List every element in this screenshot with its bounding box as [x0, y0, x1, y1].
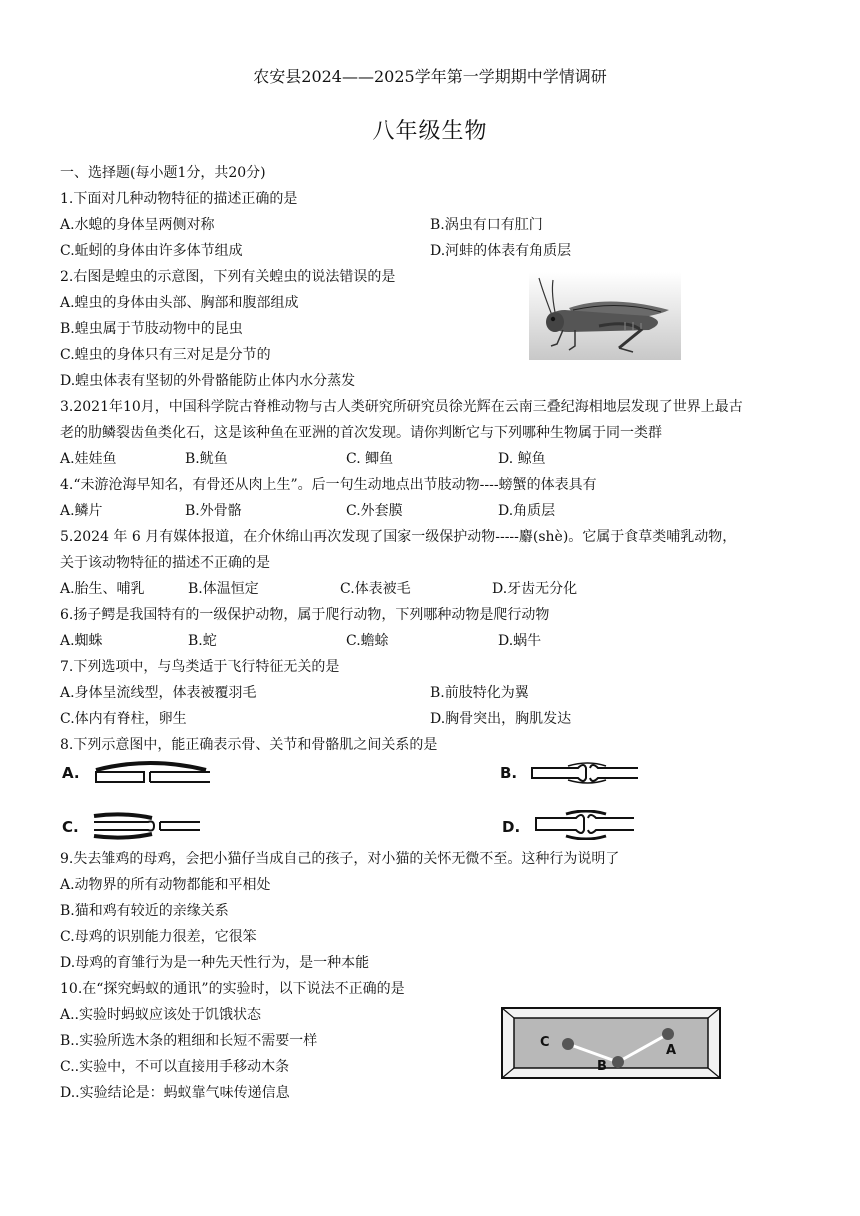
q1-option-b: B.涡虫有口有肛门 [430, 217, 543, 233]
q4-option-a: A.鳞片 [60, 503, 103, 519]
ant-experiment-box [500, 1006, 722, 1080]
ant-box-label-b: B [597, 1059, 607, 1074]
exam-title: 农安县2024——2025学年第一学期期中学情调研 [253, 67, 607, 86]
subject-title: 八年级生物 [372, 119, 488, 144]
q3-option-b: B.鱿鱼 [185, 451, 228, 467]
q8-option-c-label: C. [62, 818, 79, 836]
q2-option-a: A.蝗虫的身体由头部、胸部和腹部组成 [60, 295, 299, 311]
q8-figure-d [532, 810, 638, 840]
grasshopper-icon [529, 272, 681, 360]
q1-option-a: A.水螅的身体呈两侧对称 [60, 217, 215, 233]
q10-option-d: D..实验结论是：蚂蚁靠气味传递信息 [60, 1085, 290, 1101]
q3-option-a: A.娃娃鱼 [60, 451, 117, 467]
q8-figure-a [90, 758, 216, 788]
q4-stem: 4.“未游沧海早知名，有骨还从肉上生”。后一句生动地点出节肢动物----螃蟹的体表具有 [60, 477, 597, 493]
q6-option-a: A.蜘蛛 [60, 633, 103, 649]
q6-stem: 6.扬子鳄是我国特有的一级保护动物，属于爬行动物，下列哪种动物是爬行动物 [60, 607, 550, 623]
q9-option-c: C.母鸡的识别能力很差，它很笨 [60, 929, 257, 945]
q9-option-d: D.母鸡的育雏行为是一种先天性行为，是一种本能 [60, 955, 370, 971]
q4-option-d: D.角质层 [498, 503, 556, 519]
q8-option-b-label: B. [500, 764, 518, 782]
q9-option-a: A.动物界的所有动物都能和平相处 [60, 877, 271, 893]
q3-option-c: C. 鲫鱼 [346, 451, 394, 467]
q2-option-b: B.蝗虫属于节肢动物中的昆虫 [60, 321, 243, 337]
q3-stem-line1: 3.2021年10月，中国科学院古脊椎动物与古人类研究所研究员徐光辉在云南三叠纪海相地层发现了世界上最古 [60, 399, 743, 415]
q9-option-b: B.猫和鸡有较近的亲缘关系 [60, 903, 229, 919]
q7-option-b: B.前肢特化为翼 [430, 685, 529, 701]
q3-stem-line2: 老的肋鳞裂齿鱼类化石，这是该种鱼在亚洲的首次发现。请你判断它与下列哪种生物属于同一类群 [60, 425, 662, 441]
q1-stem: 1.下面对几种动物特征的描述正确的是 [60, 191, 298, 207]
q2-option-c: C.蝗虫的身体只有三对足是分节的 [60, 347, 271, 363]
q5-option-d: D.牙齿无分化 [492, 581, 578, 597]
q5-option-c: C.体表被毛 [340, 581, 411, 597]
q5-option-b: B.体温恒定 [188, 581, 259, 597]
q7-option-a: A.身体呈流线型，体表被覆羽毛 [60, 685, 257, 701]
section-heading: 一、选择题(每小题1分，共20分) [60, 165, 266, 181]
q6-option-b: B.蛇 [188, 633, 217, 649]
q10-option-b: B..实验所选木条的粗细和长短不需要一样 [60, 1033, 318, 1049]
q7-option-c: C.体内有脊柱，卵生 [60, 711, 187, 727]
q8-stem: 8.下列示意图中，能正确表示骨、关节和骨骼肌之间关系的是 [60, 737, 438, 753]
q7-stem: 7.下列选项中，与鸟类适于飞行特征无关的是 [60, 659, 340, 675]
q7-option-d: D.胸骨突出，胸肌发达 [430, 711, 572, 727]
q1-option-d: D.河蚌的体表有角质层 [430, 243, 572, 259]
q2-stem: 2.右图是蝗虫的示意图，下列有关蝗虫的说法错误的是 [60, 269, 396, 285]
q9-stem: 9.失去雏鸡的母鸡，会把小猫仔当成自己的孩子，对小猫的关怀无微不至。这种行为说明了 [60, 851, 620, 867]
q10-stem: 10.在“探究蚂蚁的通讯”的实验时，以下说法不正确的是 [60, 981, 405, 997]
q8-option-a-label: A. [62, 764, 80, 782]
q3-option-d: D. 鲸鱼 [498, 451, 546, 467]
ant-box-label-c: C [540, 1035, 550, 1050]
ant-box-label-a: A [666, 1043, 677, 1058]
q4-option-c: C.外套膜 [346, 503, 403, 519]
q8-option-d-label: D. [502, 818, 521, 836]
q2-option-d: D.蝗虫体表有坚韧的外骨骼能防止体内水分蒸发 [60, 373, 356, 389]
q8-figure-c [90, 812, 204, 840]
q4-option-b: B.外骨骼 [185, 503, 242, 519]
q6-option-c: C.蟾蜍 [346, 633, 389, 649]
q5-option-a: A.胎生、哺乳 [60, 581, 145, 597]
q10-option-a: A..实验时蚂蚁应该处于饥饿状态 [60, 1007, 262, 1023]
q6-option-d: D.蜗牛 [498, 633, 542, 649]
q5-stem-line2: 关于该动物特征的描述不正确的是 [60, 555, 270, 571]
q8-figure-b [528, 760, 642, 786]
q5-stem-line1: 5.2024 年 6 月有媒体报道，在介休绵山再次发现了国家一级保护动物-----麝(shè)。它属于食草类哺乳动物， [60, 529, 737, 545]
q10-option-c: C..实验中，不可以直接用手移动木条 [60, 1059, 290, 1075]
q1-option-c: C.蚯蚓的身体由许多体节组成 [60, 243, 243, 259]
